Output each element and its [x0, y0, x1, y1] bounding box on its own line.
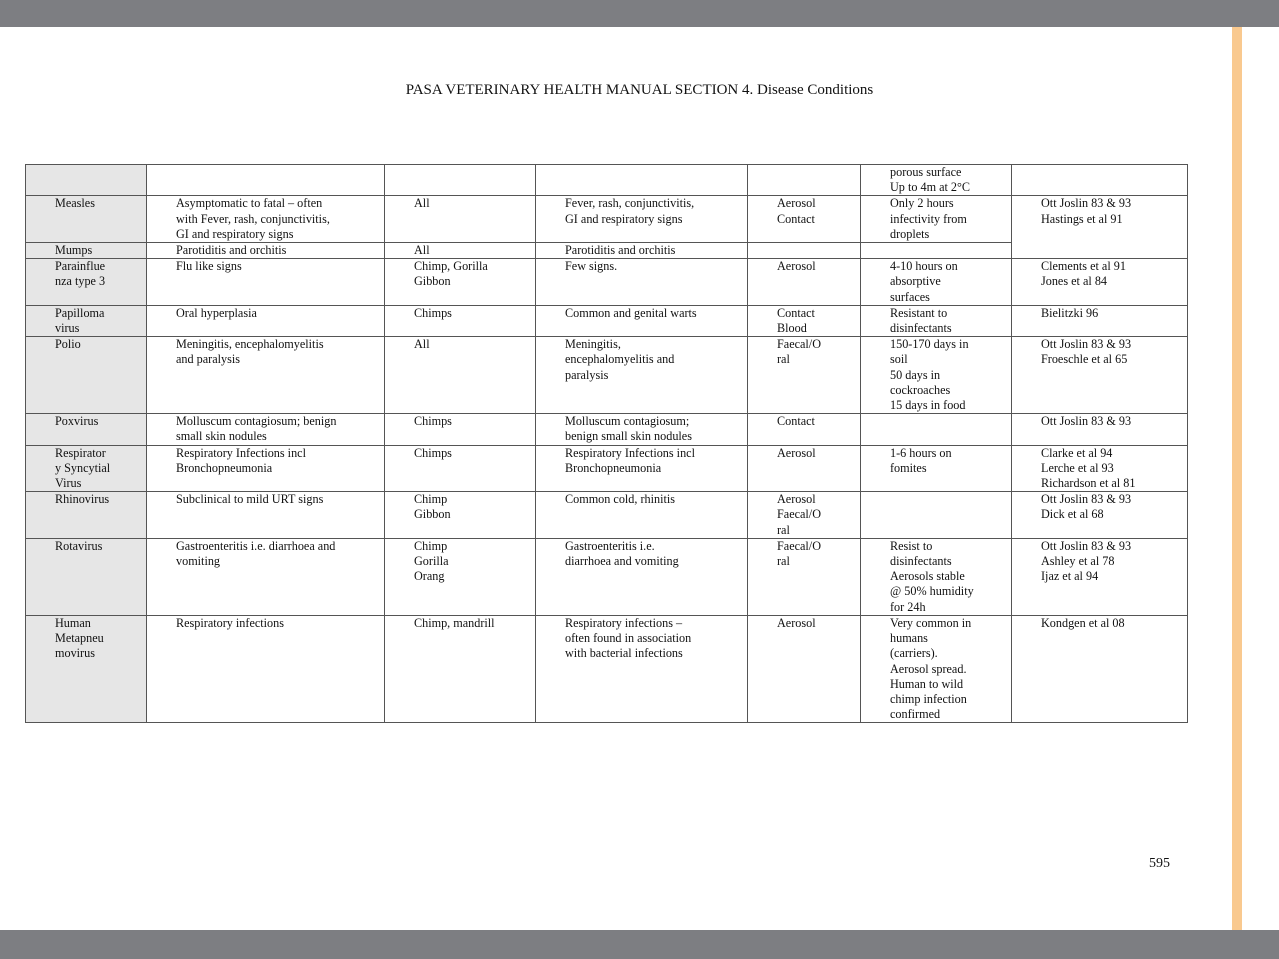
- cell-signs-primate: Respiratory infections – often found in association with bacterial infections: [536, 615, 748, 722]
- cell-signs-human: Gastroenteritis i.e. diarrhoea and vomiting: [147, 538, 385, 615]
- table-row: [26, 196, 1188, 243]
- cell-survival: Resist to disinfectants Aerosols stable @ 50% humidity for 24h: [861, 538, 1012, 615]
- page-title: PASA VETERINARY HEALTH MANUAL SECTION 4. Disease Conditions: [405, 82, 874, 98]
- cell-signs-human: Meningitis, encephalomyelitis and paralysis: [147, 337, 385, 414]
- cell-transmission: Contact: [748, 414, 861, 445]
- cell-transmission: Aerosol: [748, 615, 861, 722]
- table-row: [26, 538, 1188, 615]
- cell-transmission: [748, 243, 861, 259]
- cell-signs-human: Flu like signs: [147, 259, 385, 306]
- cell-hosts: Chimp, Gorilla Gibbon: [385, 259, 536, 306]
- table-row: [26, 259, 1188, 306]
- cell-signs-primate: Parotiditis and orchitis: [536, 243, 748, 259]
- cell-transmission: Aerosol Faecal/O ral: [748, 492, 861, 539]
- cell-name: Parainflue nza type 3: [26, 259, 147, 306]
- cell-survival: 1-6 hours on fomites: [861, 445, 1012, 492]
- cell-transmission: Contact Blood: [748, 305, 861, 336]
- cell-survival: [861, 492, 1012, 539]
- cell-transmission: Faecal/O ral: [748, 538, 861, 615]
- cell-name: Respirator y Syncytial Virus: [26, 445, 147, 492]
- cell-signs-human: Parotiditis and orchitis: [147, 243, 385, 259]
- cell-hosts: Chimps: [385, 414, 536, 445]
- cell-references: Clarke et al 94 Lerche et al 93 Richardson et al 81: [1012, 445, 1188, 492]
- cell-survival: Resistant to disinfectants: [861, 305, 1012, 336]
- cell-survival: Very common in humans (carriers). Aerosol spread. Human to wild chimp infection confirmed: [861, 615, 1012, 722]
- cell-transmission: Aerosol Contact: [748, 196, 861, 243]
- cell-survival: 150-170 days in soil 50 days in cockroaches 15 days in food: [861, 337, 1012, 414]
- cell-references: Ott Joslin 83 & 93 Dick et al 68: [1012, 492, 1188, 539]
- cell-signs-primate: Common cold, rhinitis: [536, 492, 748, 539]
- table-row: [26, 492, 1188, 539]
- cell-name: [26, 165, 147, 196]
- cell-survival: [861, 243, 1012, 259]
- cell-hosts: All: [385, 243, 536, 259]
- cell-name: Papilloma virus: [26, 305, 147, 336]
- cell-transmission: Aerosol: [748, 259, 861, 306]
- cell-hosts: Chimp, mandrill: [385, 615, 536, 722]
- table-row: [26, 414, 1188, 445]
- cell-transmission: Faecal/O ral: [748, 337, 861, 414]
- cell-references: Ott Joslin 83 & 93 Froeschle et al 65: [1012, 337, 1188, 414]
- cell-hosts: All: [385, 337, 536, 414]
- table-row: [26, 615, 1188, 722]
- cell-references: Kondgen et al 08: [1012, 615, 1188, 722]
- cell-signs-primate: Gastroenteritis i.e. diarrhoea and vomiting: [536, 538, 748, 615]
- cell-signs-human: Respiratory Infections incl Bronchopneumonia: [147, 445, 385, 492]
- cell-references: Clements et al 91 Jones et al 84: [1012, 259, 1188, 306]
- viewer-top-bar: [0, 0, 1279, 27]
- cell-signs-primate: Few signs.: [536, 259, 748, 306]
- cell-signs-primate: Respiratory Infections incl Bronchopneumonia: [536, 445, 748, 492]
- cell-references: Ott Joslin 83 & 93 Hastings et al 91: [1012, 196, 1188, 259]
- cell-references: Ott Joslin 83 & 93: [1012, 414, 1188, 445]
- cell-name: Human Metapneu movirus: [26, 615, 147, 722]
- cell-name: Polio: [26, 337, 147, 414]
- cell-hosts: Chimp Gibbon: [385, 492, 536, 539]
- cell-hosts: Chimps: [385, 305, 536, 336]
- cell-name: Rotavirus: [26, 538, 147, 615]
- cell-signs-primate: Molluscum contagiosum; benign small skin nodules: [536, 414, 748, 445]
- disease-table: [25, 164, 1188, 723]
- table-row: [26, 165, 1188, 196]
- cell-signs-human: Respiratory infections: [147, 615, 385, 722]
- cell-signs-primate: Fever, rash, conjunctivitis, GI and respiratory signs: [536, 196, 748, 243]
- cell-signs-human: Asymptomatic to fatal – often with Fever, rash, conjunctivitis, GI and respiratory signs: [147, 196, 385, 243]
- table-row: [26, 337, 1188, 414]
- cell-name: Rhinovirus: [26, 492, 147, 539]
- page-number: 595: [1149, 856, 1170, 871]
- cell-name: Measles: [26, 196, 147, 243]
- cell-survival: Only 2 hours infectivity from droplets: [861, 196, 1012, 243]
- cell-signs-human: Subclinical to mild URT signs: [147, 492, 385, 539]
- cell-name: Poxvirus: [26, 414, 147, 445]
- cell-survival: 4-10 hours on absorptive surfaces: [861, 259, 1012, 306]
- cell-hosts: Chimp Gorilla Orang: [385, 538, 536, 615]
- cell-signs-primate: Meningitis, encephalomyelitis and paralysis: [536, 337, 748, 414]
- cell-survival: [861, 414, 1012, 445]
- table-row: [26, 445, 1188, 492]
- table-row: [26, 305, 1188, 336]
- cell-survival: porous surface Up to 4m at 2°C: [861, 165, 1012, 196]
- cell-signs-human: Oral hyperplasia: [147, 305, 385, 336]
- cell-references: Bielitzki 96: [1012, 305, 1188, 336]
- cell-transmission: Aerosol: [748, 445, 861, 492]
- cell-references: Ott Joslin 83 & 93 Ashley et al 78 Ijaz et al 94: [1012, 538, 1188, 615]
- cell-signs-primate: Common and genital warts: [536, 305, 748, 336]
- cell-signs-human: Molluscum contagiosum; benign small skin nodules: [147, 414, 385, 445]
- cell-hosts: All: [385, 196, 536, 243]
- cell-hosts: Chimps: [385, 445, 536, 492]
- cell-name: Mumps: [26, 243, 147, 259]
- viewer-bottom-bar: [0, 930, 1279, 959]
- page-edge-strip: [1232, 27, 1242, 930]
